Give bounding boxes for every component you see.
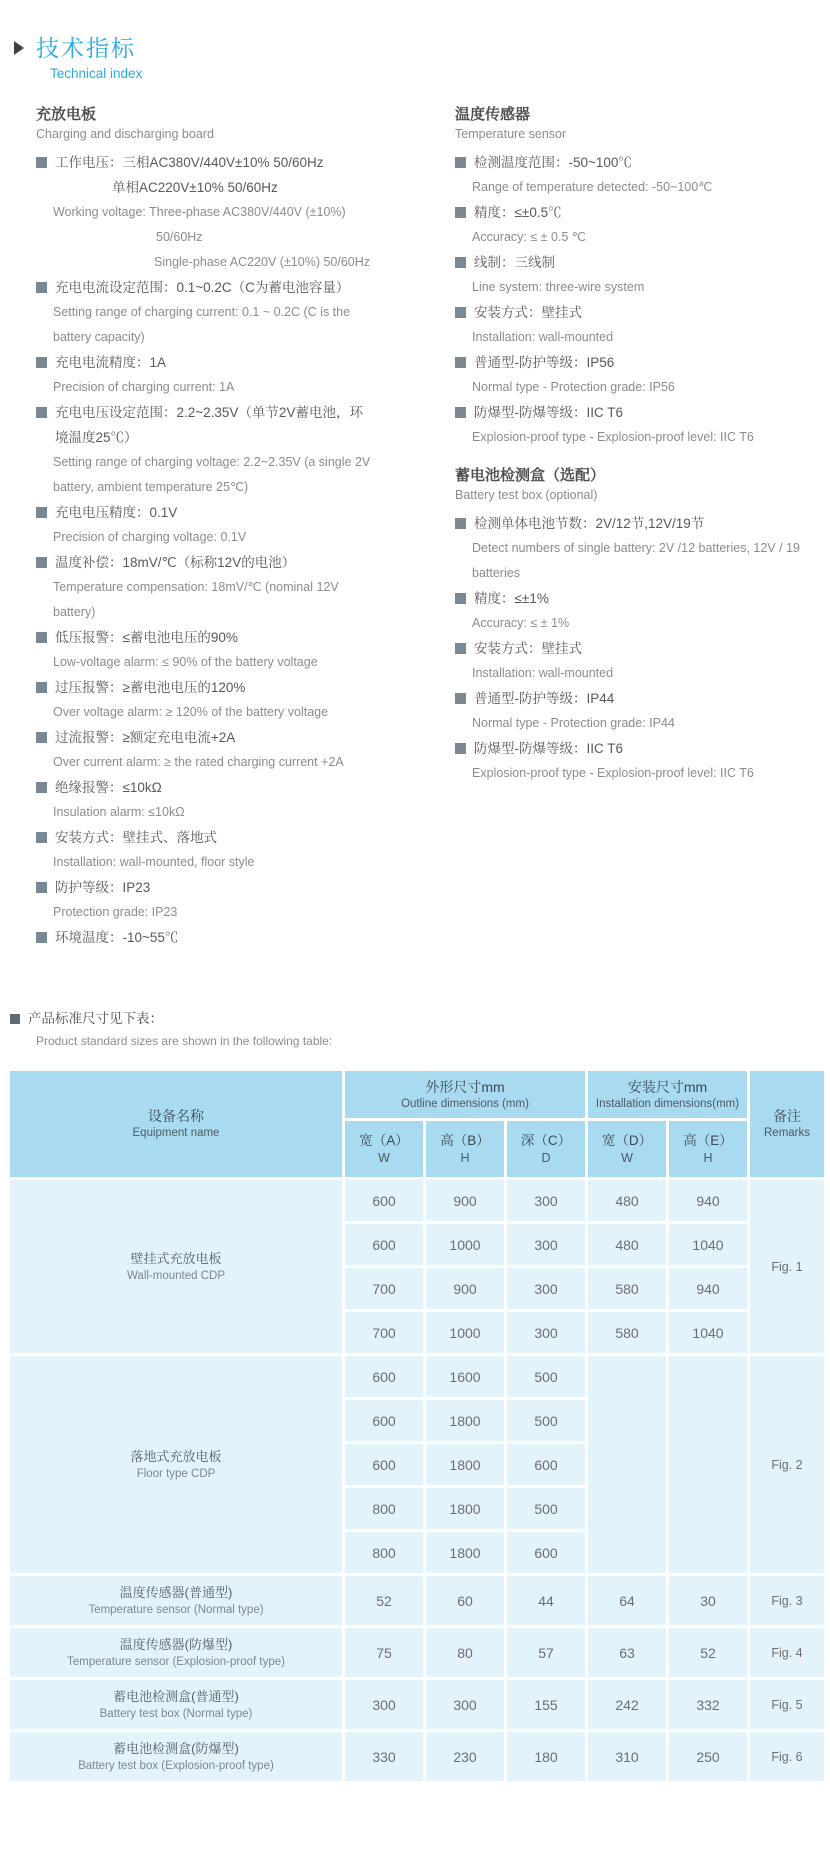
spec-item-zh: 过流报警：≥额定充电电流+2A [36,725,408,750]
dimension-cell: 900 [426,1268,504,1309]
spec-item-en: Range of temperature detected: -50~100℃ [472,180,713,194]
equipment-name-en: Battery test box (Normal type) [99,1707,253,1720]
sensor-and-testbox-column [455,105,815,950]
spec-item-en: Normal type - Protection grade: IP56 [472,380,675,394]
page-subtitle: Technical index [50,66,143,81]
dimension-cell: 940 [669,1180,747,1221]
dimension-cell: 75 [345,1628,423,1677]
table-row [10,1576,824,1625]
spec-item-zh-cont: 单相AC220V±10% 50/60Hz [112,180,278,195]
spec-item-en: batteries [472,566,520,580]
spec-item-zh: 精度：≤±1% [455,586,815,611]
dimension-cell: 60 [426,1576,504,1625]
dimension-cell: 900 [426,1180,504,1221]
equipment-name-zh: 温度传感器(防爆型) [119,1636,233,1652]
spec-item-zh: 防爆型-防爆等级：IIC T6 [455,736,815,761]
dimension-cell: 480 [588,1180,666,1221]
table-row [10,1180,824,1221]
spec-item-zh: 充电电流设定范围：0.1~0.2C（C为蓄电池容量） [36,275,408,300]
bullet-icon [36,557,47,568]
dimension-cell: 300 [507,1180,585,1221]
remark-cell: Fig. 2 [750,1356,824,1573]
temperature-sensor-section [455,105,815,450]
spec-item-zh: 安装方式：壁挂式 [455,300,815,325]
bullet-icon [36,357,47,368]
dimension-cell: 800 [345,1488,423,1529]
spec-item-en: Protection grade: IP23 [53,905,178,919]
spec-item-en: Accuracy: ≤ ± 0.5 ℃ [472,230,586,244]
spec-item-en: battery, ambient temperature 25℃) [53,480,249,494]
bullet-icon [455,257,466,268]
equipment-name-cell [10,1356,342,1573]
spec-item-zh: 检测单体电池节数：2V/12节,12V/19节 [455,511,815,536]
bullet-icon [455,207,466,218]
table-row [10,1680,824,1729]
dimension-cell: 500 [507,1400,585,1441]
dimension-cell: 580 [588,1312,666,1353]
equipment-name-en: Floor type CDP [136,1467,216,1480]
dimension-cell: 64 [588,1576,666,1625]
page-title: 技术指标 [36,35,136,61]
spec-item-zh: 过压报警：≥蓄电池电压的120% [36,675,408,700]
spec-item-zh: 环境温度：-10~55℃ [36,925,408,950]
remark-cell: Fig. 1 [750,1180,824,1353]
bullet-icon [36,782,47,793]
table-row [10,1628,824,1677]
col-header-depth-c: 深（C） D [507,1121,585,1177]
dimension-cell: 480 [588,1224,666,1265]
spec-item-en: Explosion-proof type - Explosion-proof level: IIC T6 [472,430,754,444]
dimension-cell: 1040 [669,1312,747,1353]
col-header-equipment: 设备名称 Equipment name [10,1071,342,1177]
dimension-cell: 180 [507,1732,585,1781]
dimension-cell: 300 [507,1268,585,1309]
dimension-cell: 300 [426,1680,504,1729]
spec-item-zh: 工作电压：三相AC380V/440V±10% 50/60Hz [36,150,408,175]
spec-item-zh: 普通型-防护等级：IP44 [455,686,815,711]
dimension-cell: 580 [588,1268,666,1309]
equipment-name-zh: 蓄电池检测盒(防爆型) [113,1740,239,1756]
dimension-cell: 310 [588,1732,666,1781]
equipment-name-zh: 壁挂式充放电板 [130,1250,222,1266]
equipment-name-en: Temperature sensor (Normal type) [88,1603,264,1616]
bullet-icon [455,643,466,654]
spec-item-en: Low-voltage alarm: ≤ 90% of the battery voltage [53,655,318,669]
section-heading-en: Battery test box (optional) [455,488,598,502]
spec-item-zh: 普通型-防护等级：IP56 [455,350,815,375]
spec-item-zh: 线制：三线制 [455,250,815,275]
section-heading-zh: 蓄电池检测盒（选配） [455,467,606,484]
dimension-cell: 1000 [426,1312,504,1353]
spec-item-en: Precision of charging current: 1A [53,380,235,394]
spec-item-en: Line system: three-wire system [472,280,645,294]
section-heading-en: Temperature sensor [455,127,567,141]
dimension-cell: 500 [507,1356,585,1397]
col-header-height-b: 高（B） H [426,1121,504,1177]
spec-item-en: Insulation alarm: ≤10kΩ [53,805,185,819]
bullet-icon [455,157,466,168]
spec-item-zh: 检测温度范围：-50~100℃ [455,150,815,175]
equipment-name-cell [10,1628,342,1677]
spec-item-zh: 低压报警：≤蓄电池电压的90% [36,625,408,650]
equipment-name-en: Temperature sensor (Explosion-proof type) [67,1655,285,1668]
equipment-name-cell [10,1680,342,1729]
spec-item-zh: 精度：≤±0.5℃ [455,200,815,225]
dimension-cell: 30 [669,1576,747,1625]
equipment-name-en: Battery test box (Explosion-proof type) [78,1759,274,1772]
spec-item-en: Installation: wall-mounted, floor style [53,855,255,869]
remark-cell: Fig. 6 [750,1732,824,1781]
spec-item-zh: 充电电压设定范围：2.2~2.35V（单节2V蓄电池，环 [36,400,408,425]
dimension-cell: 300 [507,1312,585,1353]
dimension-cell: 330 [345,1732,423,1781]
spec-item-en: Detect numbers of single battery: 2V /12 batteries, 12V / 19 [472,541,800,555]
dimension-cell: 1800 [426,1488,504,1529]
table-note-zh: 产品标准尺寸见下表： [10,1008,830,1030]
dimension-cell: 332 [669,1680,747,1729]
table-note [10,1008,830,1052]
equipment-name-zh: 温度传感器(普通型) [119,1584,233,1600]
col-header-installation-dims: 安装尺寸mm Installation dimensions(mm) [588,1071,747,1118]
bullet-icon [36,282,47,293]
dimension-cell: 63 [588,1628,666,1677]
spec-item-en: Explosion-proof type - Explosion-proof level: IIC T6 [472,766,754,780]
bullet-icon [455,407,466,418]
spec-item-en: Over voltage alarm: ≥ 120% of the battery voltage [53,705,329,719]
spec-item-en: Accuracy: ≤ ± 1% [472,616,570,630]
spec-item-en: Setting range of charging voltage: 2.2~2.35V (a single 2V [53,455,371,469]
product-sizes-table [7,1068,827,1784]
bullet-icon [36,732,47,743]
dimension-cell: 800 [345,1532,423,1573]
spec-item-en: Precision of charging voltage: 0.1V [53,530,247,544]
spec-columns [36,105,830,950]
spec-item-zh: 充电电流精度：1A [36,350,408,375]
spec-item-en: Normal type - Protection grade: IP44 [472,716,675,730]
dimension-cell: 80 [426,1628,504,1677]
spec-item-en: Working voltage: Three-phase AC380V/440V (±10%) [53,205,346,219]
col-header-width-a: 宽（A） W [345,1121,423,1177]
table-row [10,1732,824,1781]
dimension-cell: 940 [669,1268,747,1309]
col-header-width-d: 宽（D） W [588,1121,666,1177]
spec-list [455,511,815,786]
remark-cell: Fig. 3 [750,1576,824,1625]
dimension-cell: 230 [426,1732,504,1781]
dimension-cell: 242 [588,1680,666,1729]
dimension-cell: 600 [345,1180,423,1221]
dimension-cell: 250 [669,1732,747,1781]
bullet-icon [455,743,466,754]
bullet-icon [36,932,47,943]
col-header-height-e: 高（E） H [669,1121,747,1177]
spec-item-en: battery) [53,605,96,619]
equipment-name-cell [10,1732,342,1781]
dimension-cell: 600 [507,1444,585,1485]
dimension-cell: 700 [345,1312,423,1353]
bullet-icon [36,832,47,843]
bullet-icon [36,407,47,418]
section-heading-en: Charging and discharging board [36,127,214,141]
equipment-name-zh: 蓄电池检测盒(普通型) [113,1688,239,1704]
col-header-remarks: 备注 Remarks [750,1071,824,1177]
spec-item-en: Setting range of charging current: 0.1 ~ 0.2C (C is the [53,305,351,319]
table-note-en: Product standard sizes are shown in the following table: [36,1034,333,1048]
dimension-cell: 300 [507,1224,585,1265]
dimension-cell: 600 [345,1356,423,1397]
equipment-name-cell [10,1180,342,1353]
dimension-cell-empty [588,1356,666,1573]
dimension-cell: 600 [345,1224,423,1265]
spec-item-en: Installation: wall-mounted [472,330,614,344]
spec-list [455,150,815,450]
page-header [0,0,830,81]
dimension-cell: 1040 [669,1224,747,1265]
remark-cell: Fig. 5 [750,1680,824,1729]
section-heading-zh: 充放电板 [36,106,97,123]
dimension-cell: 500 [507,1488,585,1529]
bullet-icon [36,632,47,643]
spec-item-en: Installation: wall-mounted [472,666,614,680]
spec-item-zh-cont: 境温度25℃） [55,430,138,445]
dimension-cell: 600 [507,1532,585,1573]
dimension-cell-empty [669,1356,747,1573]
bullet-icon [455,357,466,368]
dimension-cell: 155 [507,1680,585,1729]
dimension-cell: 700 [345,1268,423,1309]
section-marker-icon [14,41,24,55]
dimension-cell: 300 [345,1680,423,1729]
bullet-icon [455,518,466,529]
bullet-icon [36,507,47,518]
charging-board-spec-list [36,150,408,950]
spec-item-en: Single-phase AC220V (±10%) 50/60Hz [154,255,371,269]
bullet-icon [455,593,466,604]
dimension-cell: 1000 [426,1224,504,1265]
bullet-icon [36,882,47,893]
dimension-cell: 52 [669,1628,747,1677]
table-row [10,1356,824,1397]
remark-cell: Fig. 4 [750,1628,824,1677]
bullet-icon [455,693,466,704]
dimension-cell: 1600 [426,1356,504,1397]
col-header-outline-dims: 外形尺寸mm Outline dimensions (mm) [345,1071,585,1118]
spec-item-en: battery capacity) [53,330,145,344]
equipment-name-en: Wall-mounted CDP [127,1269,225,1282]
charging-board-column [36,105,408,950]
dimension-cell: 57 [507,1628,585,1677]
dimension-cell: 600 [345,1400,423,1441]
dimension-cell: 44 [507,1576,585,1625]
spec-item-zh: 防护等级：IP23 [36,875,408,900]
spec-item-en: 50/60Hz [156,230,203,244]
spec-item-zh: 防爆型-防爆等级：IIC T6 [455,400,815,425]
dimension-cell: 52 [345,1576,423,1625]
bullet-icon [10,1014,20,1024]
spec-item-zh: 温度补偿：18mV/℃（标称12V的电池） [36,550,408,575]
bullet-icon [36,682,47,693]
dimension-cell: 1800 [426,1400,504,1441]
dimension-cell: 1800 [426,1444,504,1485]
bullet-icon [455,307,466,318]
spec-item-zh: 安装方式：壁挂式、落地式 [36,825,408,850]
bullet-icon [36,157,47,168]
equipment-name-cell [10,1576,342,1625]
spec-item-zh: 绝缘报警：≤10kΩ [36,775,408,800]
spec-item-zh: 充电电压精度：0.1V [36,500,408,525]
spec-item-zh: 安装方式：壁挂式 [455,636,815,661]
dimension-cell: 1800 [426,1532,504,1573]
battery-test-box-section [455,466,815,786]
spec-item-en: Temperature compensation: 18mV/℃ (nominal 12V [53,580,339,594]
spec-item-en: Over current alarm: ≥ the rated charging current +2A [53,755,344,769]
section-heading-zh: 温度传感器 [455,106,531,123]
dimension-cell: 600 [345,1444,423,1485]
equipment-name-zh: 落地式充放电板 [130,1448,222,1464]
